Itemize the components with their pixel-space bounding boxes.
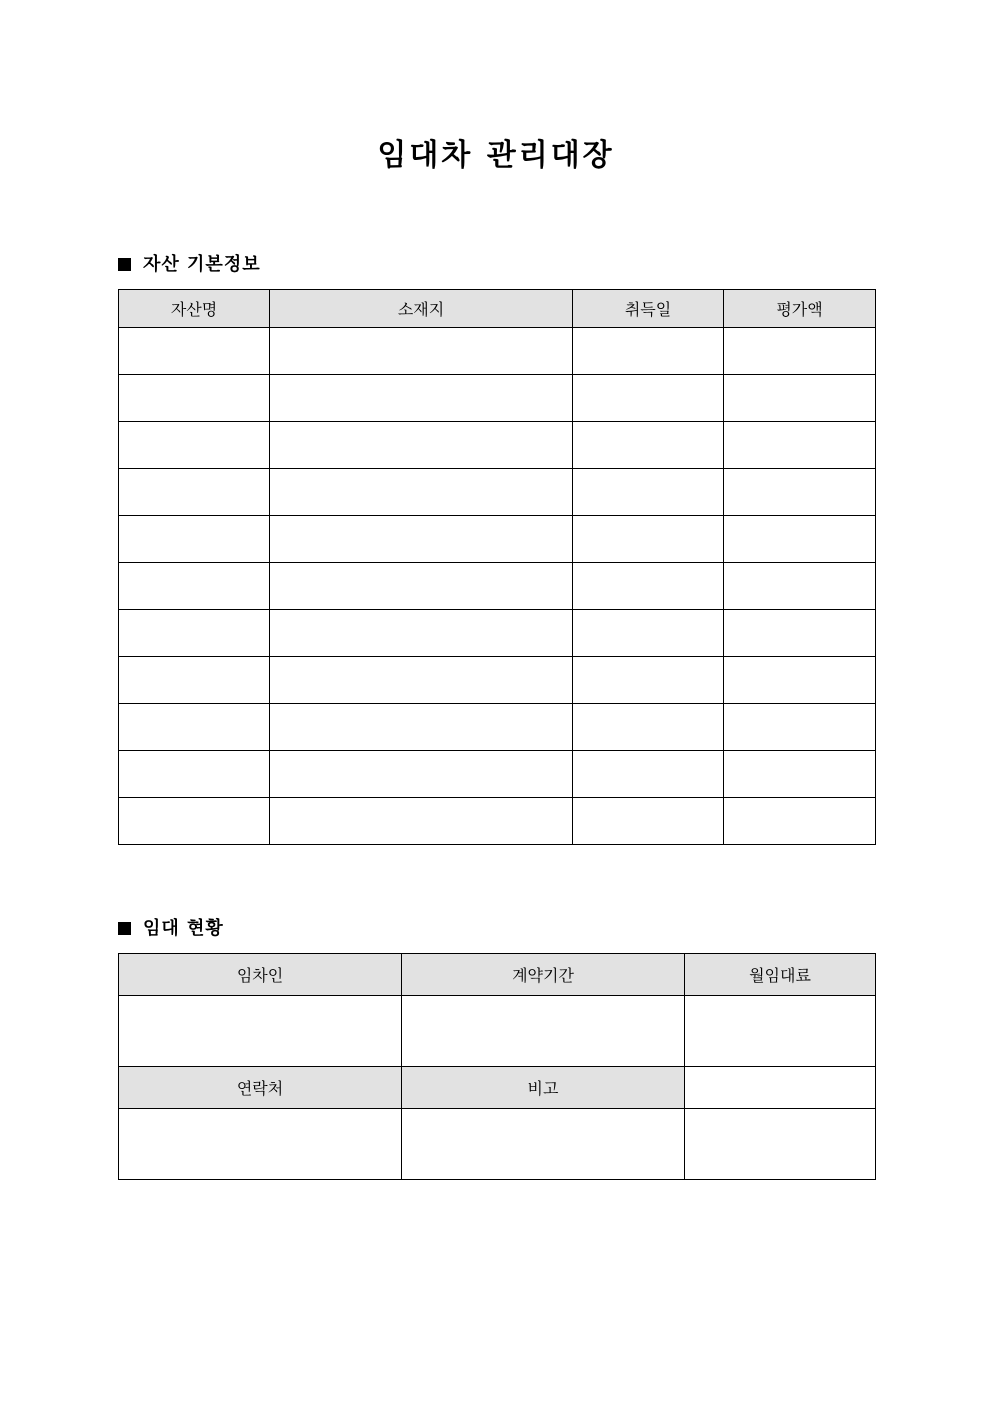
asset-info-table [118, 289, 876, 845]
asset-section-heading [118, 253, 261, 277]
asset-name-cell[interactable] [119, 375, 270, 422]
location-cell[interactable] [270, 469, 573, 516]
table-row [119, 704, 876, 751]
asset-name-cell[interactable] [119, 516, 270, 563]
table-row [119, 469, 876, 516]
asset-name-cell[interactable] [119, 751, 270, 798]
appraised-value-cell[interactable] [724, 469, 876, 516]
monthly-rent-label: 월임대료 [685, 954, 876, 996]
lease-data-row-2 [119, 1109, 876, 1180]
appraised-value-cell[interactable] [724, 563, 876, 610]
appraised-value-cell[interactable] [724, 516, 876, 563]
contact-label: 연락처 [119, 1067, 402, 1109]
remarks-cell[interactable] [402, 1109, 685, 1180]
appraised-value-cell[interactable] [724, 422, 876, 469]
table-row [119, 516, 876, 563]
contact-cell[interactable] [119, 1109, 402, 1180]
acquisition-date-cell[interactable] [573, 422, 724, 469]
location-cell[interactable] [270, 704, 573, 751]
acquisition-date-cell[interactable] [573, 751, 724, 798]
acquisition-date-cell[interactable] [573, 469, 724, 516]
lease-section-heading-text: 임대 현황 [143, 918, 224, 939]
asset-name-cell[interactable] [119, 798, 270, 845]
asset-name-cell[interactable] [119, 422, 270, 469]
extra-cell[interactable] [685, 1109, 876, 1180]
lease-data-row [119, 996, 876, 1067]
asset-name-cell[interactable] [119, 563, 270, 610]
tenant-cell[interactable] [119, 996, 402, 1067]
asset-name-cell[interactable] [119, 610, 270, 657]
appraised-value-cell[interactable] [724, 751, 876, 798]
column-header-asset-name: 자산명 [119, 290, 270, 328]
acquisition-date-cell[interactable] [573, 563, 724, 610]
acquisition-date-cell[interactable] [573, 704, 724, 751]
asset-name-cell[interactable] [119, 328, 270, 375]
table-row [119, 610, 876, 657]
acquisition-date-cell[interactable] [573, 375, 724, 422]
square-bullet-icon [118, 258, 131, 271]
table-row [119, 798, 876, 845]
location-cell[interactable] [270, 610, 573, 657]
acquisition-date-cell[interactable] [573, 657, 724, 704]
table-row [119, 657, 876, 704]
lease-section-heading [118, 917, 224, 941]
acquisition-date-cell[interactable] [573, 798, 724, 845]
location-cell[interactable] [270, 516, 573, 563]
page-title: 임대차 관리대장 [377, 138, 615, 173]
table-row [119, 563, 876, 610]
asset-name-cell[interactable] [119, 704, 270, 751]
table-row [119, 422, 876, 469]
lease-header-row [119, 954, 876, 996]
acquisition-date-cell[interactable] [573, 610, 724, 657]
monthly-rent-cell[interactable] [685, 996, 876, 1067]
appraised-value-cell[interactable] [724, 328, 876, 375]
location-cell[interactable] [270, 657, 573, 704]
table-row [119, 375, 876, 422]
location-cell[interactable] [270, 375, 573, 422]
column-header-location: 소재지 [270, 290, 573, 328]
asset-name-cell[interactable] [119, 469, 270, 516]
acquisition-date-cell[interactable] [573, 328, 724, 375]
lease-header-row-2 [119, 1067, 876, 1109]
appraised-value-cell[interactable] [724, 657, 876, 704]
appraised-value-cell[interactable] [724, 798, 876, 845]
location-cell[interactable] [270, 422, 573, 469]
location-cell[interactable] [270, 563, 573, 610]
asset-name-cell[interactable] [119, 657, 270, 704]
appraised-value-cell[interactable] [724, 610, 876, 657]
location-cell[interactable] [270, 328, 573, 375]
table-row [119, 328, 876, 375]
column-header-acquisition-date: 취득일 [573, 290, 724, 328]
remarks-label: 비고 [402, 1067, 685, 1109]
asset-table-header-row [119, 290, 876, 328]
lease-status-table [118, 953, 876, 1180]
square-bullet-icon [118, 922, 131, 935]
tenant-label: 임차인 [119, 954, 402, 996]
location-cell[interactable] [270, 751, 573, 798]
contract-period-cell[interactable] [402, 996, 685, 1067]
location-cell[interactable] [270, 798, 573, 845]
asset-section-heading-text: 자산 기본정보 [143, 254, 261, 275]
contract-period-label: 계약기간 [402, 954, 685, 996]
blank-cell [685, 1067, 876, 1109]
appraised-value-cell[interactable] [724, 375, 876, 422]
appraised-value-cell[interactable] [724, 704, 876, 751]
table-row [119, 751, 876, 798]
acquisition-date-cell[interactable] [573, 516, 724, 563]
column-header-appraised-value: 평가액 [724, 290, 876, 328]
